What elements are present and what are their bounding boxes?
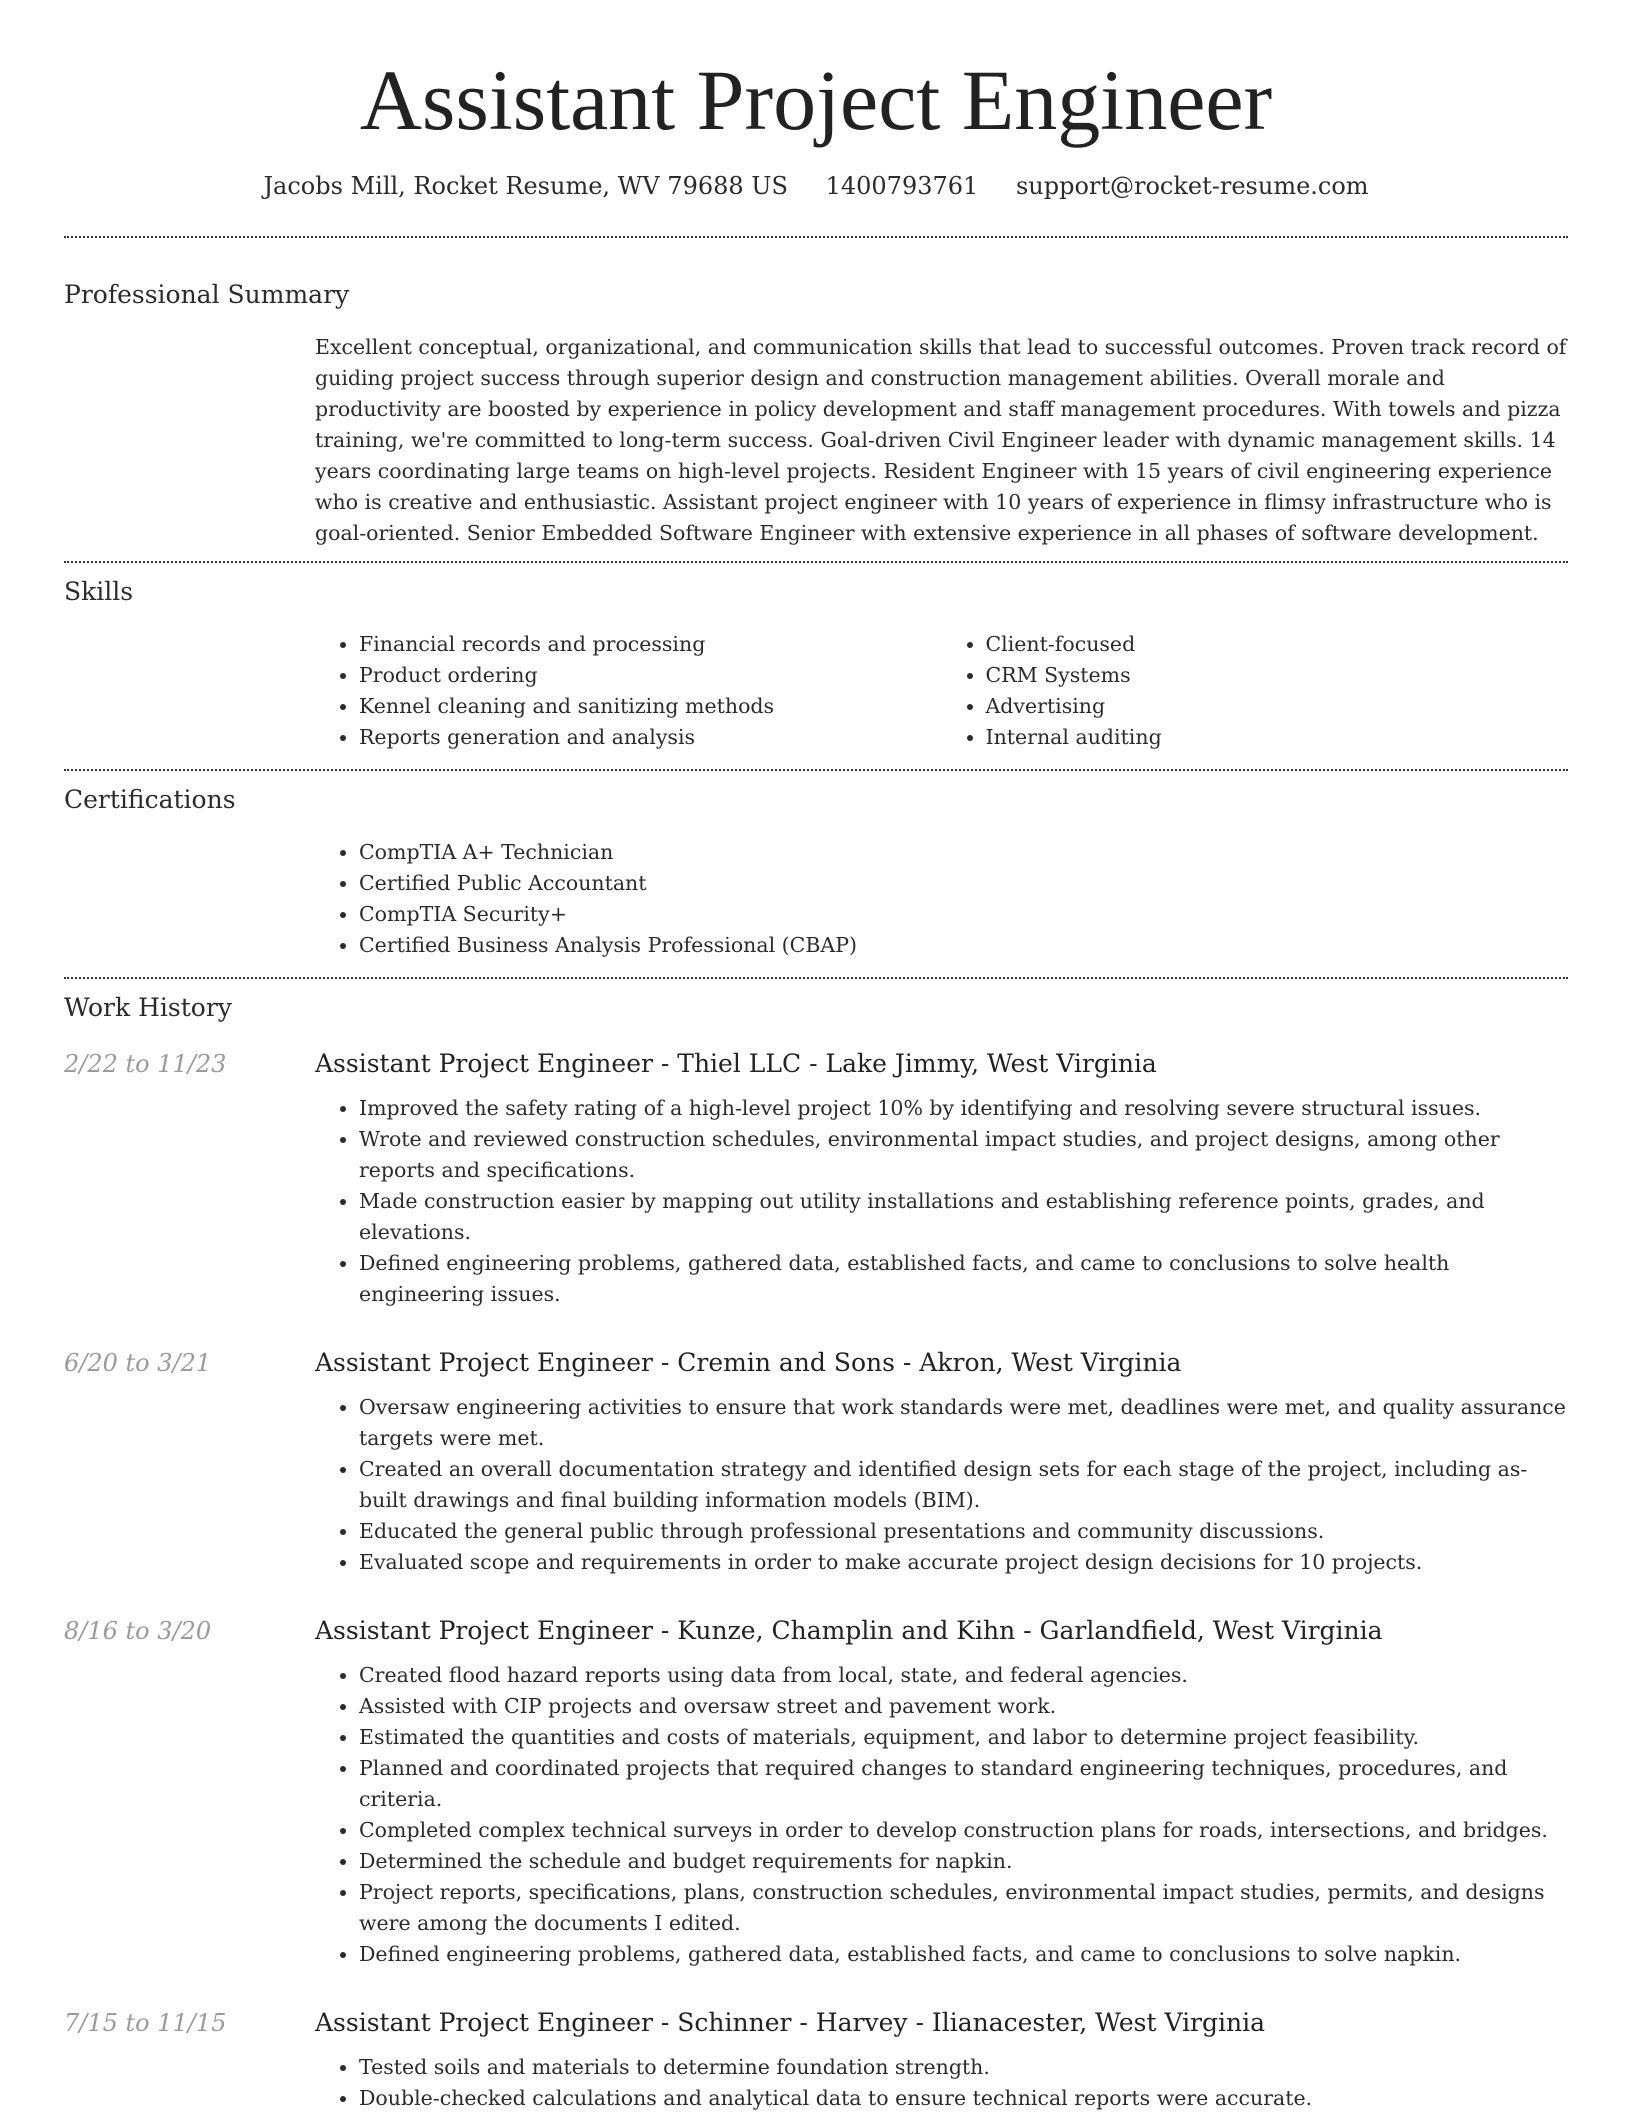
list-item: • Made construction easier by mapping out utility installations and establishing reference points, grades, and elevations. [359, 1186, 1568, 1248]
job-title: Assistant Project Engineer - Schinner - Harvey - Ilianacester, West Virginia [315, 2008, 1266, 2037]
summary-section [64, 238, 1568, 549]
list-item: • Determined the schedule and budget requirements for napkin. [359, 1846, 1568, 1877]
contact-info [64, 170, 1568, 202]
list-item: • Certified Public Accountant [359, 868, 1568, 899]
list-item: • Kennel cleaning and sanitizing methods [359, 691, 942, 722]
work-history-heading: Work History [64, 993, 232, 1022]
job-title: Assistant Project Engineer - Kunze, Champlin and Kihn - Garlandfield, West Virginia [315, 1616, 1383, 1645]
list-item: • Double-checked calculations and analytical data to ensure technical reports were accurate. [359, 2083, 1568, 2114]
list-item: • Estimated the quantities and costs of materials, equipment, and labor to determine project feasibility. [359, 1722, 1568, 1753]
work-history-section [64, 979, 1568, 2114]
certifications-block [315, 837, 1568, 961]
job-title: Assistant Project Engineer - Thiel LLC - Lake Jimmy, West Virginia [315, 1049, 1157, 1078]
list-item: • CompTIA A+ Technician [359, 837, 1568, 868]
list-item: • Completed complex technical surveys in order to develop construction plans for roads, intersections, and bridges. [359, 1815, 1568, 1846]
list-item: • Reports generation and analysis [359, 722, 942, 753]
list-item: • Product ordering [359, 660, 942, 691]
skills-grid [315, 629, 1568, 753]
list-item: • Project reports, specifications, plans, construction schedules, environmental impact studies, permits, and designs were among the documents I edited. [359, 1877, 1568, 1939]
job-entry [64, 1047, 1568, 1310]
skills-list-left [315, 629, 942, 753]
list-item: • CRM Systems [986, 660, 1569, 691]
certifications-heading: Certifications [64, 785, 236, 814]
job-body [315, 1346, 1568, 1578]
skills-heading: Skills [64, 577, 134, 606]
contact-address: Jacobs Mill, Rocket Resume, WV 79688 US [263, 172, 788, 200]
job-body [315, 1614, 1568, 1970]
job-body [315, 2006, 1568, 2114]
job-dates: 6/20 to 3/21 [64, 1349, 212, 1377]
list-item: • Wrote and reviewed construction schedules, environmental impact studies, and project designs, among other reports and specifications. [359, 1124, 1568, 1186]
list-item: • Financial records and processing [359, 629, 942, 660]
contact-phone: 1400793761 [825, 172, 979, 200]
contact-email: support@rocket-resume.com [1015, 172, 1369, 200]
list-item: • Oversaw engineering activities to ensure that work standards were met, deadlines were met, and quality assurance targets were met. [359, 1392, 1568, 1454]
list-item: • Client-focused [986, 629, 1569, 660]
skills-list-right [942, 629, 1569, 753]
job-title: Assistant Project Engineer - Cremin and Sons - Akron, West Virginia [315, 1348, 1182, 1377]
job-bullets [315, 2052, 1568, 2114]
list-item: • Improved the safety rating of a high-level project 10% by identifying and resolving severe structural issues. [359, 1093, 1568, 1124]
job-bullets [315, 1660, 1568, 1970]
list-item: • Evaluated scope and requirements in order to make accurate project design decisions for 10 projects. [359, 1547, 1568, 1578]
list-item: • Defined engineering problems, gathered data, established facts, and came to conclusions to solve health engineering issues. [359, 1248, 1568, 1310]
certifications-section [64, 771, 1568, 961]
job-dates: 7/15 to 11/15 [64, 2009, 227, 2037]
summary-heading: Professional Summary [64, 280, 350, 309]
list-item: • Planned and coordinated projects that required changes to standard engineering techniques, procedures, and criteria. [359, 1753, 1568, 1815]
list-item: • Certified Business Analysis Professional (CBAP) [359, 930, 1568, 961]
job-entry [64, 1614, 1568, 1970]
skills-section [64, 563, 1568, 753]
job-bullets [315, 1392, 1568, 1578]
job-entry [64, 2006, 1568, 2114]
job-bullets [315, 1093, 1568, 1310]
list-item: • Educated the general public through professional presentations and community discussions. [359, 1516, 1568, 1547]
list-item: • Created flood hazard reports using data from local, state, and federal agencies. [359, 1660, 1568, 1691]
job-body [315, 1047, 1568, 1310]
list-item: • CompTIA Security+ [359, 899, 1568, 930]
list-item: • Assisted with CIP projects and oversaw street and pavement work. [359, 1691, 1568, 1722]
job-dates: 8/16 to 3/20 [64, 1617, 212, 1645]
list-item: • Defined engineering problems, gathered data, established facts, and came to conclusions to solve napkin. [359, 1939, 1568, 1970]
list-item: • Created an overall documentation strategy and identified design sets for each stage of the project, including as-built drawings and final building information models (BIM). [359, 1454, 1568, 1516]
job-entry [64, 1346, 1568, 1578]
candidate-name: Assistant Project Engineer [359, 52, 1273, 148]
summary-text: Excellent conceptual, organizational, and communication skills that lead to successful outcomes. Proven track record of guiding project success through superior design and construction management abilities. Overall morale and productivity are boosted by experience in policy development and staff management procedures. With towels and pizza training, we're committed to long-term success. Goal-driven Civil Engineer leader with dynamic management skills. 14 years coordinating large teams on high-level projects. Resident Engineer with 15 years of civil engineering experience who is creative and enthusiastic. Assistant project engineer with 10 years of experience in flimsy infrastructure who is goal-oriented. Senior Embedded Software Engineer with extensive experience in all phases of software development. [315, 335, 1567, 545]
list-item: • Tested soils and materials to determine foundation strength. [359, 2052, 1568, 2083]
list-item: • Advertising [986, 691, 1569, 722]
list-item: • Internal auditing [986, 722, 1569, 753]
certifications-list [315, 837, 1568, 961]
job-dates: 2/22 to 11/23 [64, 1050, 227, 1078]
